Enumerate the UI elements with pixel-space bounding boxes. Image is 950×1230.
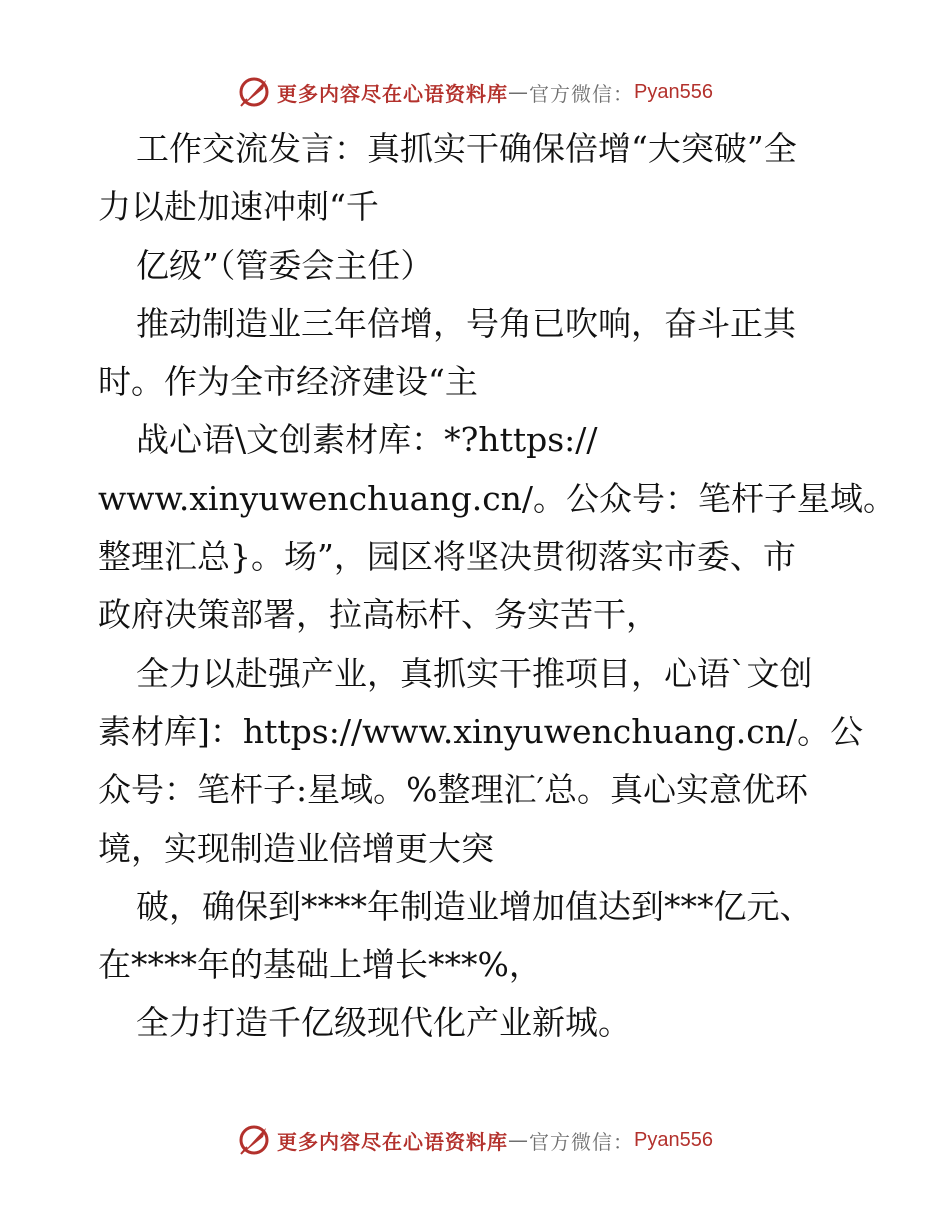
doc-title-line-3: 亿级”（管委会主任） xyxy=(136,245,434,285)
banner-wechat-label: 官方微信： xyxy=(529,1129,635,1154)
quill-logo-icon xyxy=(237,75,271,109)
paragraph-line: 战心语\文创素材库：*?https:// xyxy=(136,420,598,460)
paragraph-line: 破，确保到****年制造业增加值达到***亿元、 xyxy=(136,886,813,926)
banner-dash: — xyxy=(508,80,530,104)
paragraph-line: 在****年的基础上增长***%， xyxy=(98,945,542,985)
header-banner xyxy=(0,72,950,112)
paragraph-line: 推动制造业三年倍增，号角已吹响，奋斗正其 xyxy=(136,303,796,343)
paragraph-line: 整理汇总}。场”，园区将坚决贯彻落实市委、市 xyxy=(98,537,796,577)
banner-title: 更多内容尽在心语资料库 xyxy=(277,81,509,106)
doc-title-line-1: 工作交流发言：真抓实干确保倍增“大突破”全 xyxy=(136,129,797,168)
paragraph-line: 素材库]：https://www.xinyuwenchuang.cn/。公 xyxy=(98,711,864,751)
document-body xyxy=(98,120,897,1053)
paragraph-line: 全力以赴强产业，真抓实干推项目，心语`文创 xyxy=(136,653,813,693)
quill-logo-icon xyxy=(237,1123,271,1157)
paragraph-line: 政府决策部署，拉高标杆、务实苦干， xyxy=(98,595,659,635)
banner-wechat-label: 官方微信： xyxy=(529,81,635,106)
paragraph-line: 众号：笔杆子:星域。%整理汇′总。真心实意优环 xyxy=(98,770,808,810)
paragraph-line: 境，实现制造业倍增更大突 xyxy=(98,828,494,868)
paragraph-line: www.xinyuwenchuang.cn/。公众号：笔杆子星域。 xyxy=(98,478,897,518)
paragraph-line: 全力打造千亿级现代化产业新城。 xyxy=(136,1003,631,1043)
paragraph-line: 时。作为全市经济建设“主 xyxy=(98,362,478,402)
banner-dash: — xyxy=(508,1128,530,1152)
doc-title-line-2: 力以赴加速冲刺“千 xyxy=(98,187,379,227)
banner-wechat-id: Pyan556 xyxy=(634,1128,713,1151)
banner-wechat-id: Pyan556 xyxy=(634,80,713,103)
banner-title: 更多内容尽在心语资料库 xyxy=(277,1129,509,1154)
footer-banner xyxy=(0,1120,950,1160)
